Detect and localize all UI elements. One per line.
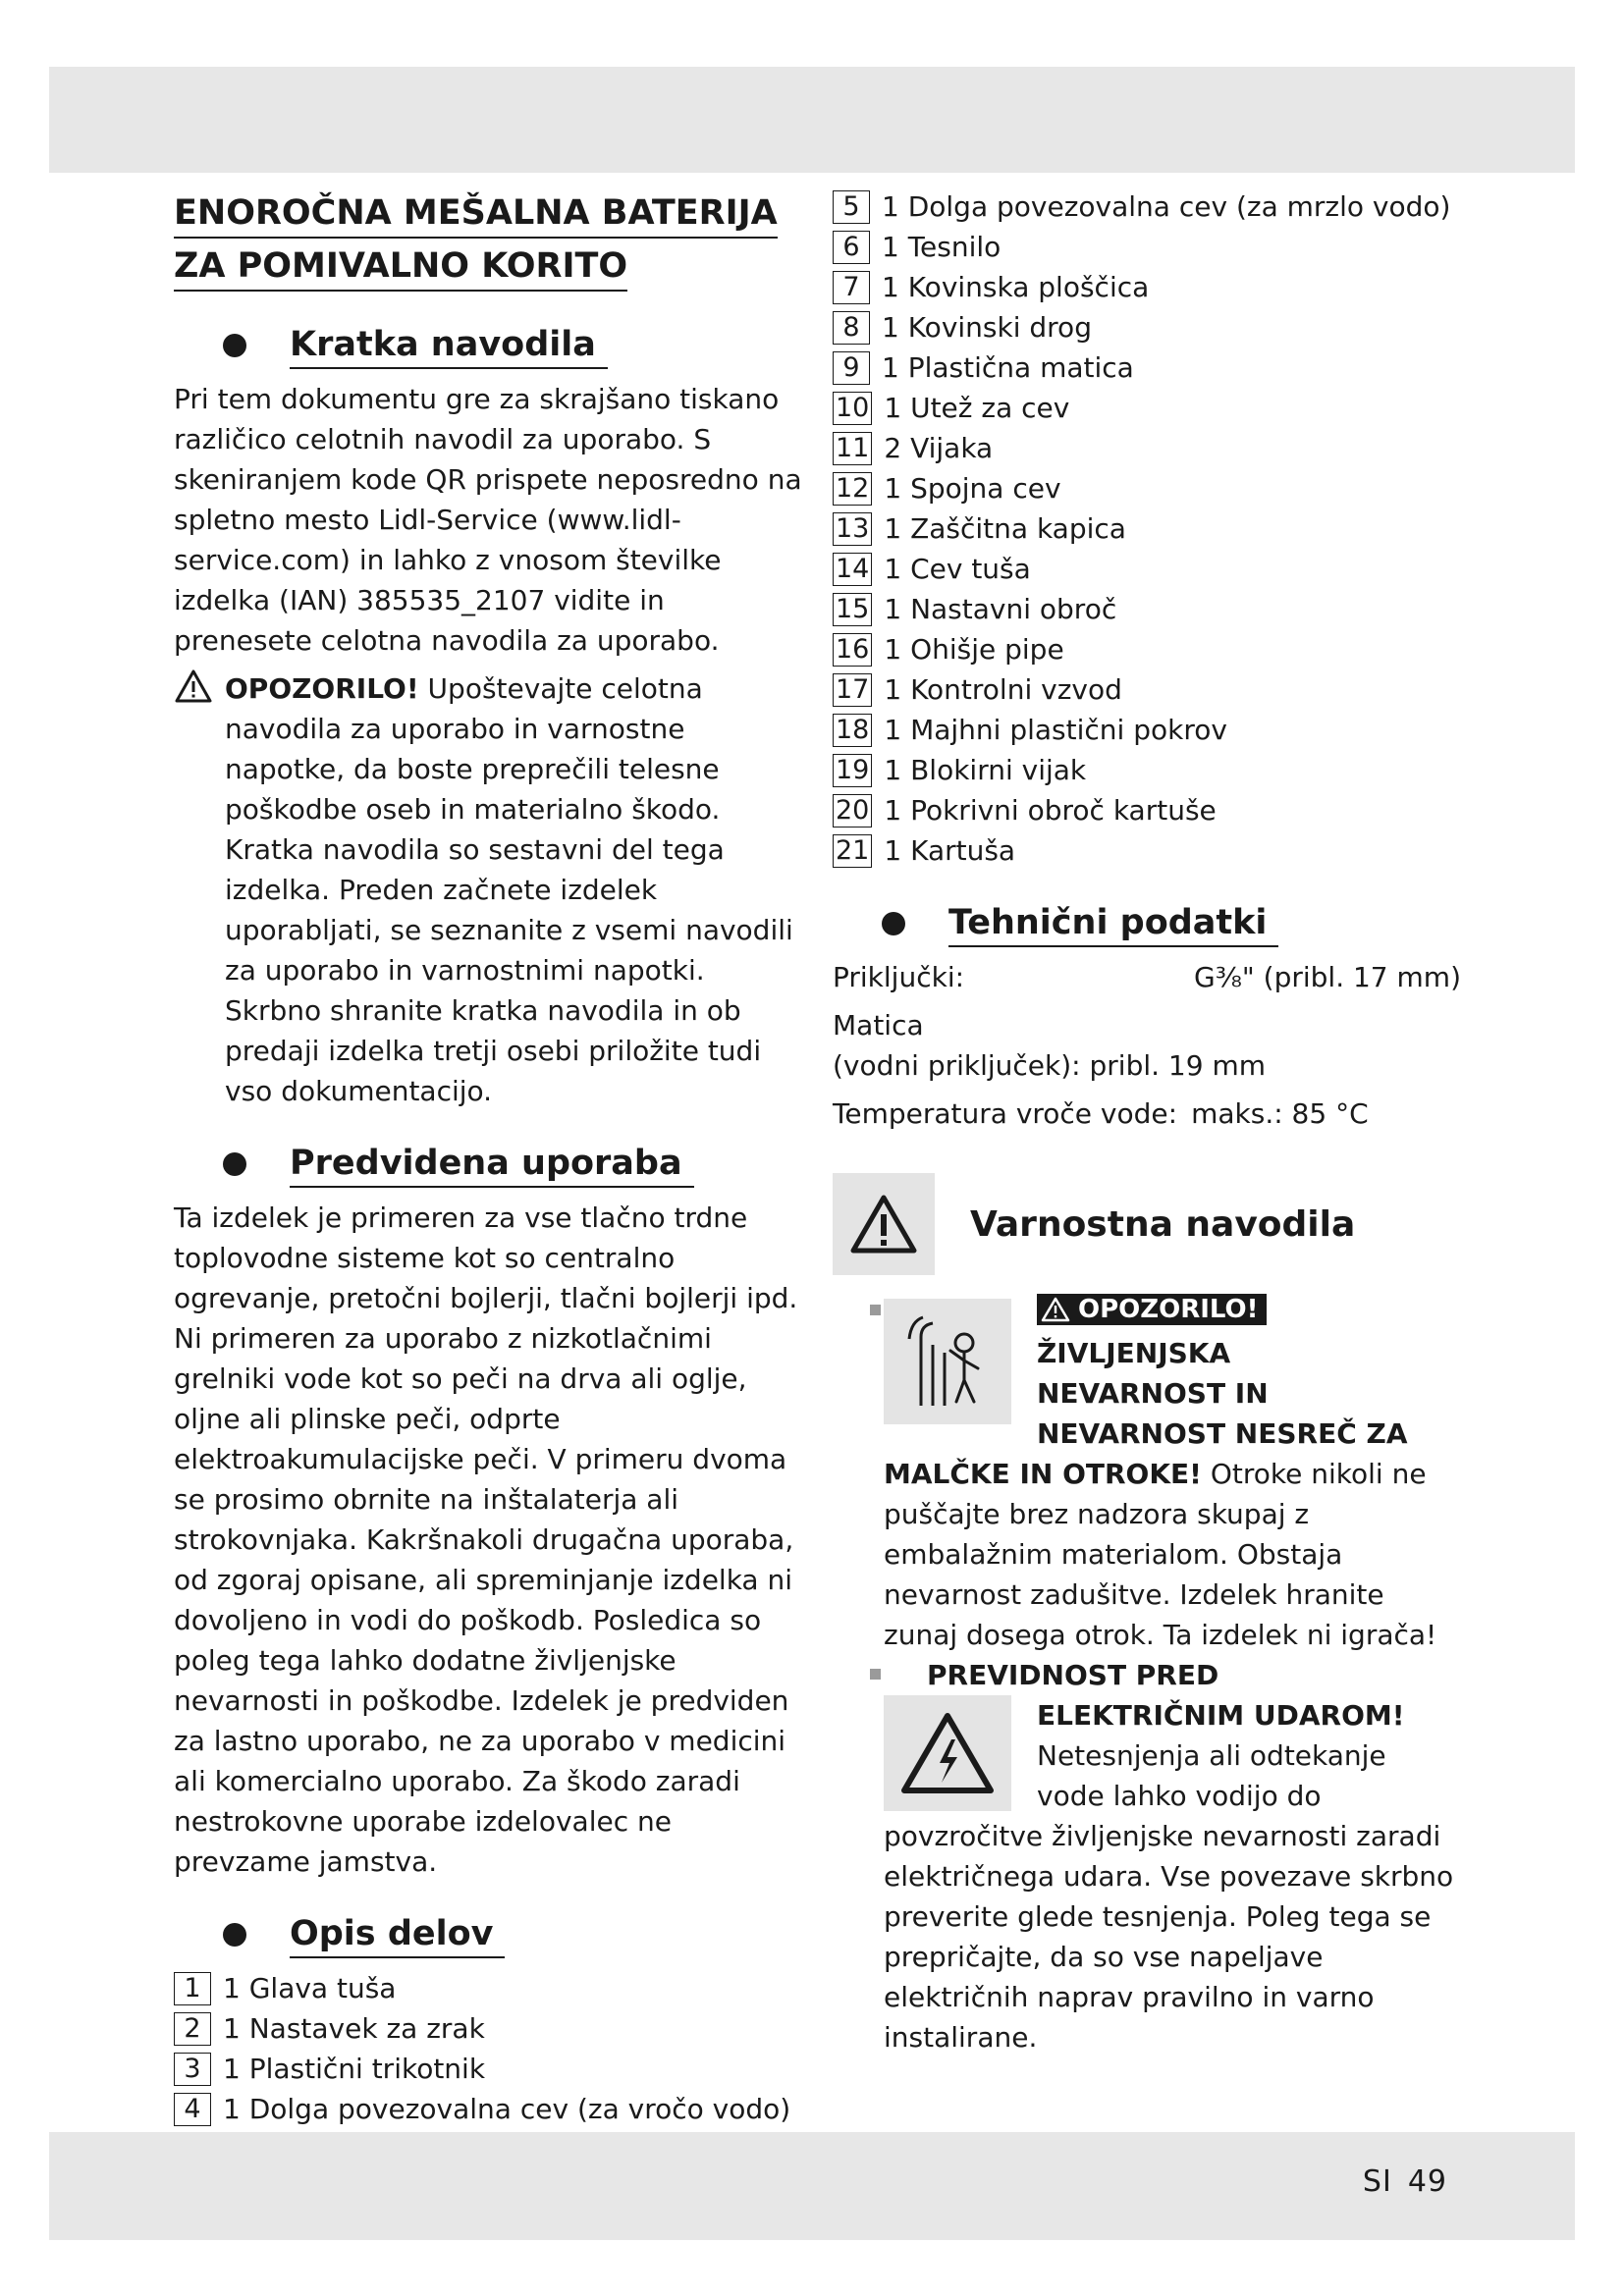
list-item: 6 1 Tesnilo [833, 227, 1461, 267]
footer-band [49, 2132, 1575, 2240]
section-heading-tech-data: Tehnični podatki [882, 900, 1461, 947]
tech-row-nut: Matica [833, 1009, 924, 1041]
warning-text: Upoštevajte celotna navodila za uporabo in varnostne napotke, da boste preprečili telesne poškodbe oseb in materialno škodo. Kratka navodila so sestavni del tega izdelka. Preden začnete izdelek uporabljati, se seznanite z vsemi navodili za uporabo in varnostnimi napotki. Skrbno shranite kratka navodila in ob predaji izdelka tretji osebi priložite tudi vso dokumentacijo. [225, 672, 793, 1107]
list-item: 2 1 Nastavek za zrak [174, 2008, 802, 2049]
list-item: 10 1 Utež za cev [833, 388, 1461, 428]
parts-list-right [833, 187, 1461, 871]
list-item: 21 1 Kartuša [833, 830, 1461, 871]
list-item: 17 1 Kontrolni vzvod [833, 669, 1461, 710]
warning-children-block: OPOZORILO! ŽIVLJENJSKA NEVARNOST IN NEVARNOST NESREČ ZA MALČKE IN OTROKE! Otroke nikoli ne puščajte brez nadzora skupaj z embalažnim materialom. Obstaja nevarnost zadušitve. Izdelek hranite zunaj dosega otrok. Ta izdelek ni igrača! [884, 1293, 1461, 1655]
section-heading-intended-use: Predvidena uporaba [223, 1141, 802, 1188]
bullet-icon [223, 1923, 246, 1947]
language-code: SI [1362, 2164, 1392, 2199]
warning-children-text: MALČKE IN OTROKE! Otroke nikoli ne puščajte brez nadzora skupaj z embalažnim materialom. Obstaja nevarnost zadušitve. Izdelek hranite zunaj dosega otrok. Ta izdelek ni igrača! [884, 1458, 1437, 1651]
square-bullet-icon [870, 1669, 881, 1680]
tech-row-water-connection: (vodni priključek): pribl. 19 mm [833, 1049, 1266, 1082]
warning-badge: OPOZORILO! [1037, 1294, 1267, 1325]
safety-heading [833, 1173, 1461, 1275]
list-item: 4 1 Dolga povezovalna cev (za vročo vodo) [174, 2089, 802, 2129]
list-item: 18 1 Majhni plastični pokrov [833, 710, 1461, 750]
list-item: 20 1 Pokrivni obroč kartuše [833, 790, 1461, 830]
electric-shock-icon [884, 1695, 1011, 1811]
warning-triangle-icon [1041, 1297, 1070, 1322]
warning-electric-text: Netesnjenja ali odtekanje vode lahko vodijo do povzročitve življenjske nevarnosti zaradi električnega udara. Vse povezave skrbno preverite glede tesnjenja. Poleg tega se prepričajte, da so vse napeljave električnih naprav pravilno in varno instalirane. [884, 1739, 1454, 2054]
section-heading-parts: Opis delov [223, 1911, 802, 1958]
list-item: 8 1 Kovinski drog [833, 307, 1461, 347]
warning-label: OPOZORILO! [225, 672, 419, 705]
page-number: 49 [1407, 2164, 1447, 2199]
warning-triangle-icon [174, 668, 213, 704]
bullet-icon [882, 912, 905, 935]
child-hazard-icon [884, 1299, 1011, 1424]
safety-title: Varnostna navodila [970, 1203, 1356, 1245]
list-item: 7 1 Kovinska ploščica [833, 267, 1461, 307]
page-footer [1363, 2164, 1447, 2199]
list-item: 14 1 Cev tuša [833, 549, 1461, 589]
section-heading-short-instructions: Kratka navodila [223, 322, 802, 369]
list-item: 11 2 Vijaka [833, 428, 1461, 468]
right-column [833, 187, 1461, 2057]
list-item: 13 1 Zaščitna kapica [833, 508, 1461, 549]
parts-list-left [174, 1968, 802, 2129]
square-bullet-icon [870, 1305, 881, 1315]
title-line-1: ENOROČNA MEŠALNA BATERIJA [174, 189, 778, 239]
list-item: 5 1 Dolga povezovalna cev (za mrzlo vodo) [833, 187, 1461, 227]
tech-row-connections: Priključki: G⅜" (pribl. 17 mm) [833, 961, 1461, 993]
intended-use-text: Ta izdelek je primeren za vse tlačno trdne toplovodne sisteme kot so centralno ogrevanje, pretočni bojlerji, tlačni bojlerji ipd. Ni primeren za uporabo z nizkotlačnimi grelniki vode kot so peči na drva ali oglje, oljne ali plinske peči, odprte elektroakumulacijske peči. V primeru dvoma se prosimo obrnite na inštalaterja ali strokovnjaka. Kakršnakoli drugačna uporaba, od zgoraj opisane, ali spreminjanje izdelka ni dovoljeno in vodi do poškodb. Posledica so poleg tega lahko dodatne življenjske nevarnosti in poškodbe. Izdelek je predviden za lastno uporabo, ne za uporabo v medicini ali komercialno uporabo. Za škodo zaradi nestrokovne uporabe izdelovalec ne prevzame jamstva. [174, 1201, 798, 1878]
bullet-icon [223, 334, 246, 357]
title-line-2: ZA POMIVALNO KORITO [174, 242, 627, 292]
warning-triangle-icon [833, 1173, 935, 1275]
bullet-icon [223, 1152, 246, 1176]
list-item: 15 1 Nastavni obroč [833, 589, 1461, 629]
list-item: 12 1 Spojna cev [833, 468, 1461, 508]
list-item: 9 1 Plastična matica [833, 347, 1461, 388]
tech-row-temperature: Temperatura vroče vode: maks.: 85 °C [833, 1097, 1369, 1130]
document-title [174, 187, 802, 293]
list-item: 16 1 Ohišje pipe [833, 629, 1461, 669]
list-item: 19 1 Blokirni vijak [833, 750, 1461, 790]
list-item: 3 1 Plastični trikotnik [174, 2049, 802, 2089]
warning-electric-block: PREVIDNOST PRED ELEKTRIČNIM UDAROM! Netesnjenja ali odtekanje vode lahko vodijo do povzročitve življenjske nevarnosti zaradi električnega udara. Vse povezave skrbno preverite glede tesnjenja. Poleg tega se prepričajte, da so vse napeljave električnih naprav pravilno in varno instalirane. [884, 1655, 1461, 2057]
left-column [174, 187, 802, 2129]
list-item: 1 1 Glava tuša [174, 1968, 802, 2008]
header-band [49, 67, 1575, 173]
short-instructions-text: Pri tem dokumentu gre za skrajšano tiskano različico celotnih navodil za uporabo. S skeniranjem kode QR prispete neposredno na spletno mesto Lidl-Service (www.lidl-service.com) in lahko z vnosom številke izdelka (IAN) 385535_2107 vidite in prenesete celotna navodila za uporabo. [174, 383, 802, 657]
short-instructions-warning [174, 668, 802, 1111]
